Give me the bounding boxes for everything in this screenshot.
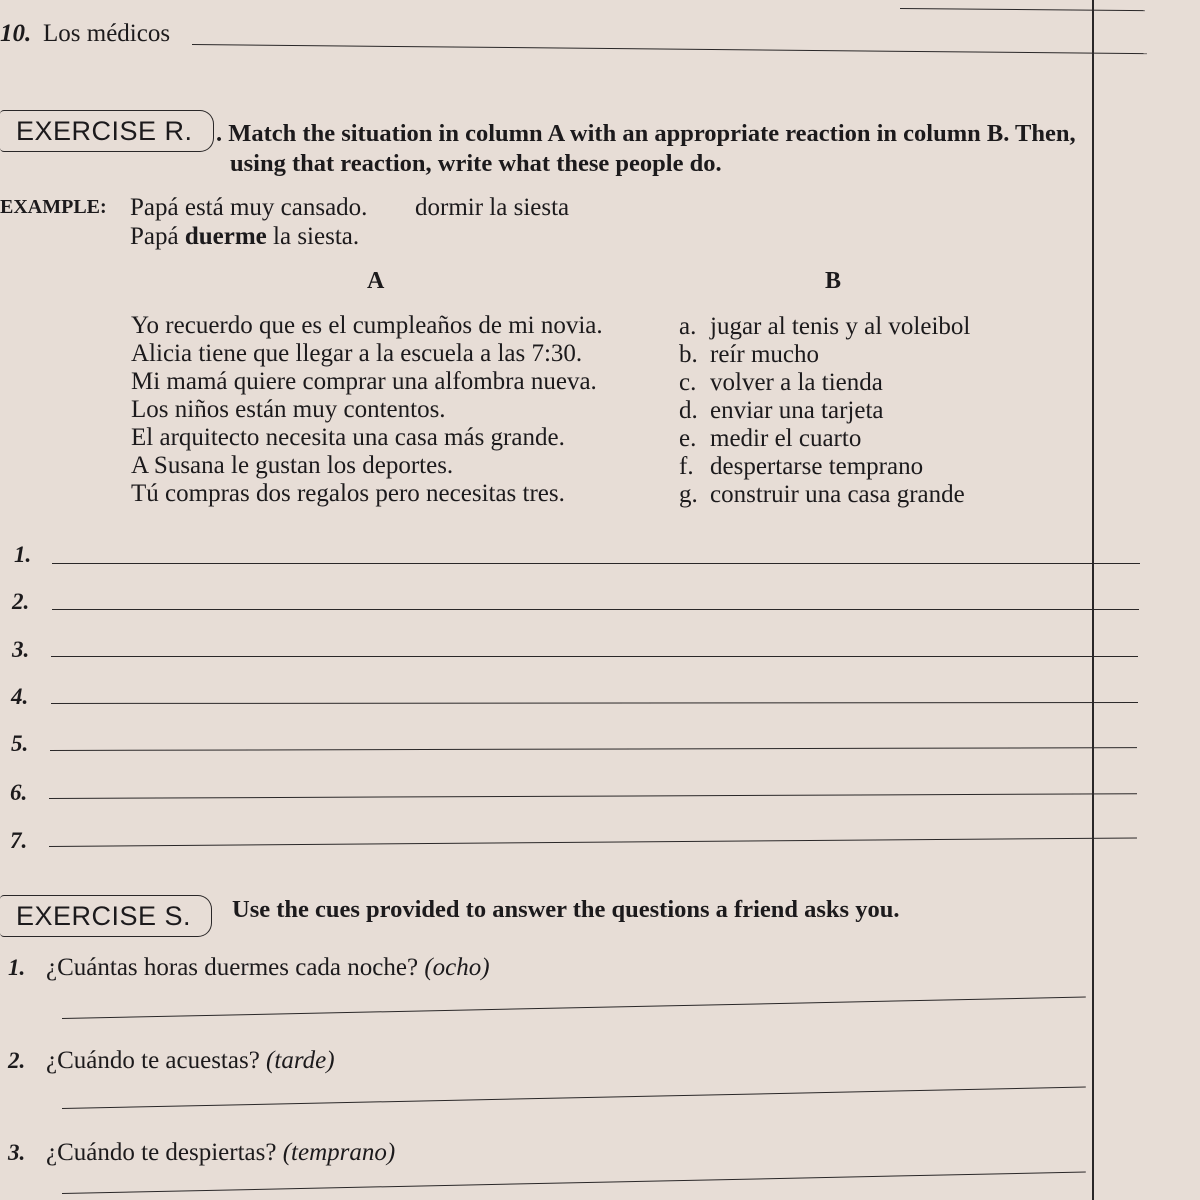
column-a-item: A Susana le gustan los deportes. xyxy=(131,452,454,479)
column-b-letter: a. xyxy=(679,313,697,340)
example-situation: Papá está muy cansado. xyxy=(130,194,368,221)
column-a-item: Yo recuerdo que es el cumpleaños de mi novia. xyxy=(131,312,603,339)
question-number: 3. xyxy=(8,1140,26,1165)
answer-line[interactable] xyxy=(51,656,1138,657)
question-2 xyxy=(8,1047,335,1075)
answer-line[interactable] xyxy=(51,702,1138,704)
exercise-s-label: EXERCISE S. xyxy=(0,895,212,937)
column-b-letter: g. xyxy=(679,481,698,508)
question-number: 2. xyxy=(8,1048,26,1073)
answer-line[interactable] xyxy=(49,793,1137,799)
question-number: 1. xyxy=(8,955,26,980)
column-b-item xyxy=(679,341,970,369)
exercise-r-label: EXERCISE R. xyxy=(0,110,214,152)
answer-number: 6. xyxy=(10,780,28,805)
column-b-text: reír mucho xyxy=(710,341,819,368)
answer-number: 1. xyxy=(14,542,32,567)
column-b-item xyxy=(679,397,970,425)
question-cue: (ocho) xyxy=(424,954,490,981)
page-margin-line xyxy=(1092,0,1094,1200)
column-b-letter: f. xyxy=(679,453,694,480)
column-b-list xyxy=(679,313,970,509)
column-b-letter: c. xyxy=(679,369,697,396)
answer-line[interactable] xyxy=(62,997,1086,1019)
answer-line[interactable] xyxy=(62,1172,1086,1194)
question-text: ¿Cuántas horas duermes cada noche? xyxy=(46,954,425,981)
column-b-letter: b. xyxy=(679,341,698,368)
question-cue: (tarde) xyxy=(266,1047,335,1074)
item-10-number: 10. xyxy=(0,20,32,47)
column-b-item xyxy=(679,481,970,509)
column-b-letter: d. xyxy=(679,397,698,424)
column-a-list xyxy=(131,312,603,508)
column-a-item: Los niños están muy contentos. xyxy=(131,396,446,423)
answer-line[interactable] xyxy=(50,747,1137,751)
example-reaction: dormir la siesta xyxy=(415,194,570,221)
item-10-text: Los médicos xyxy=(43,20,171,47)
column-a-item: Tú compras dos regalos pero necesitas tres. xyxy=(131,480,565,507)
question-text: ¿Cuándo te despiertas? xyxy=(46,1139,283,1166)
exercise-r-instruction-line1: . Match the situation in column A with an appropriate reaction in column B. Then, xyxy=(216,120,1076,147)
exercise-s-instruction: Use the cues provided to answer the questions a friend asks you. xyxy=(232,896,900,923)
example-label: EXAMPLE: xyxy=(0,196,107,218)
column-b-text: construir una casa grande xyxy=(710,481,965,508)
column-b-item xyxy=(679,453,970,481)
answer-number: 7. xyxy=(10,828,28,853)
example-answer-pre: Papá xyxy=(130,223,185,250)
answer-number: 4. xyxy=(11,684,29,709)
answer-line[interactable] xyxy=(49,837,1137,847)
answer-line[interactable] xyxy=(62,1087,1086,1109)
answer-line[interactable] xyxy=(52,609,1139,610)
top-edge-line xyxy=(900,8,1145,11)
example-answer-post: la siesta. xyxy=(266,223,360,250)
column-a-heading: A xyxy=(367,268,385,294)
column-b-text: enviar una tarjeta xyxy=(710,397,884,424)
example-answer xyxy=(130,223,359,251)
column-b-text: medir el cuarto xyxy=(710,425,862,452)
answer-line[interactable] xyxy=(52,563,1140,564)
column-b-text: despertarse temprano xyxy=(710,453,924,480)
column-b-item xyxy=(679,369,970,397)
item-10-answer-line[interactable] xyxy=(192,44,1147,54)
question-1 xyxy=(8,954,490,982)
column-a-item: Mi mamá quiere comprar una alfombra nueva. xyxy=(131,368,597,395)
example-answer-verb: duerme xyxy=(184,223,267,250)
column-a-item: El arquitecto necesita una casa más grande. xyxy=(131,424,565,451)
answer-number: 5. xyxy=(11,731,29,756)
column-a-item: Alicia tiene que llegar a la escuela a las 7:30. xyxy=(131,340,583,367)
column-b-item xyxy=(679,313,970,341)
column-b-item xyxy=(679,425,970,453)
exercise-r-instruction-line2: using that reaction, write what these people do. xyxy=(230,150,722,177)
column-b-text: jugar al tenis y al voleibol xyxy=(710,313,971,340)
answer-number: 3. xyxy=(12,637,30,662)
answer-number: 2. xyxy=(12,589,30,614)
column-b-heading: B xyxy=(825,268,842,294)
question-cue: (temprano) xyxy=(282,1139,396,1166)
question-3 xyxy=(8,1139,395,1167)
column-b-letter: e. xyxy=(679,425,697,452)
column-b-text: volver a la tienda xyxy=(710,369,883,396)
question-text: ¿Cuándo te acuestas? xyxy=(46,1047,267,1074)
